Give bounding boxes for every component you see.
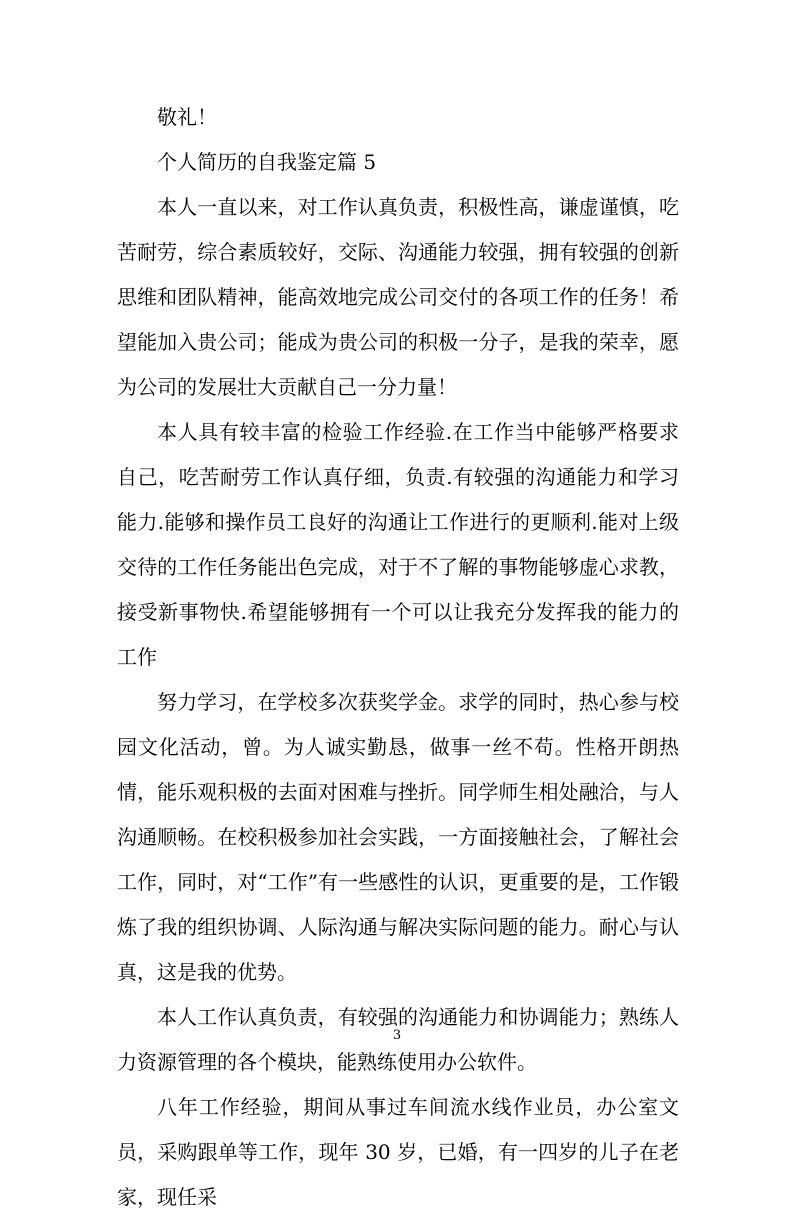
paragraph: 八年工作经验，期间从事过车间流水线作业员，办公室文员，采购跟单等工作，现年 30 岁，已婚，有一四岁的儿子在老家，现任采 (117, 1095, 679, 1209)
page-number: 3 (392, 1028, 402, 1043)
paragraph: 本人工作认真负责，有较强的沟通能力和协调能力；熟练人力资源管理的各个模块，能熟练使用办公软件。 (117, 1005, 679, 1074)
paragraph-closing: 敬礼！ (157, 105, 217, 129)
body-text (117, 95, 679, 1220)
paragraph: 本人具有较丰富的检验工作经验.在工作当中能够严格要求自己，吃苦耐劳工作认真仔细，负责.有较强的沟通能力和学习能力.能够和操作员工良好的沟通让工作进行的更顺利.能对上级交待的工作任务能出色完成，对于不了解的事物能够虚心求教，接受新事物快.希望能够拥有一个可以让我充分发挥我的能力的工作 (117, 420, 679, 669)
paragraph: 努力学习，在学校多次获奖学金。求学的同时，热心参与校园文化活动，曾。为人诚实勤恳，做事一丝不苟。性格开朗热情，能乐观积极的去面对困难与挫折。同学师生相处融洽，与人沟通顺畅。在校积极参加社会实践，一方面接触社会，了解社会工作，同时，对“工作”有一些感性的认识，更重要的是，工作锻炼了我的组织协调、人际沟通与解决实际问题的能力。耐心与认真，这是我的优势。 (117, 690, 679, 984)
section-heading: 个人简历的自我鉴定篇 5 (157, 150, 377, 174)
paragraph: 本人一直以来，对工作认真负责，积极性高，谦虚谨慎，吃苦耐劳，综合素质较好，交际、沟通能力较强，拥有较强的创新思维和团队精神，能高效地完成公司交付的各项工作的任务！希望能加入贵公司；能成为贵公司的积极一分子，是我的荣幸，愿为公司的发展壮大贡献自己一分力量！ (117, 195, 679, 399)
